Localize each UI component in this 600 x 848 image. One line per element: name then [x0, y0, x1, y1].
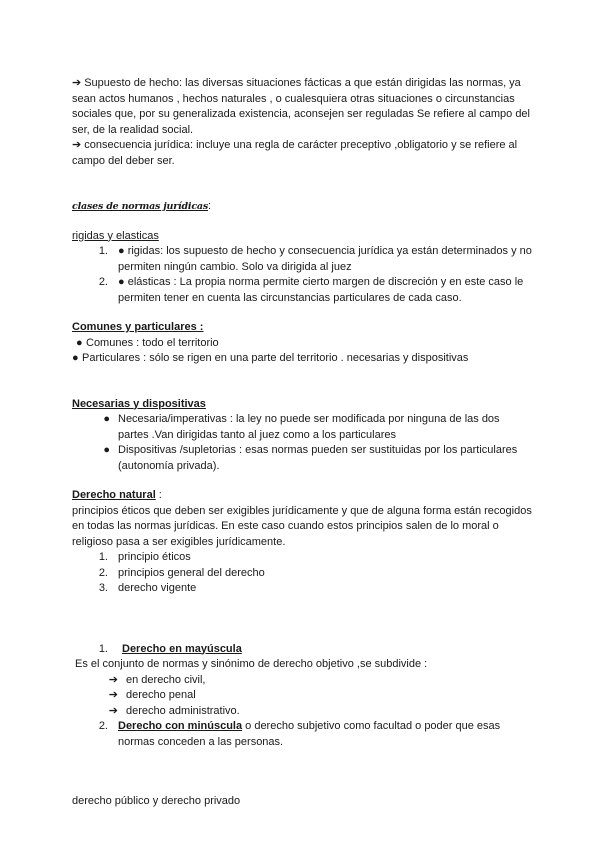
list-item [72, 566, 532, 582]
item-text: Dispositivas /supletorias : esas normas pueden ser sustituidas por los particulares (autonomía privada). [118, 444, 518, 472]
list-item [72, 351, 532, 367]
list-item [72, 688, 532, 704]
list-item [72, 443, 532, 474]
item-number: 1. [98, 642, 108, 655]
natural-heading [72, 488, 532, 504]
footer-text: derecho público y derecho privado [72, 795, 241, 807]
item-text: principios general del derecho [118, 566, 265, 579]
list-item [72, 704, 532, 720]
mayuscula-title: Derecho en mayúscula [122, 642, 242, 655]
item-text: Particulares : sólo se rigen en una parte del territorio . necesarias y dispositivas [82, 352, 469, 364]
arrow-icon: ➔ [72, 139, 82, 151]
list-item [72, 244, 532, 275]
minuscula-text [118, 719, 532, 750]
natural-list [72, 550, 532, 597]
natural-title: Derecho natural [72, 489, 156, 501]
list-item [72, 673, 532, 689]
item-number: 2. [98, 566, 108, 579]
clases-heading [72, 199, 532, 215]
arrow-icon: ➔ [72, 77, 82, 89]
minuscula-title: Derecho con minúscula [118, 720, 243, 732]
list-item [72, 412, 532, 443]
clases-title: clases de normas jurídicas [72, 201, 209, 212]
minuscula-item [72, 719, 532, 750]
list-item [72, 275, 532, 306]
item-text: derecho administrativo. [126, 704, 240, 717]
mayuscula-list [72, 673, 532, 720]
arrow-icon: ➔ [108, 704, 118, 717]
item-text: Comunes : todo el territorio [86, 336, 219, 349]
natural-body: principios éticos que deben ser exigibles jurídicamente y que de alguna forma están recogidos en todas las normas jurídicas. En este caso cuando estos principios salen de lo moral o religioso pasa a ser exigibles jurídicamente. [72, 504, 532, 548]
item-text: Necesaria/imperativas : la ley no puede ser modificada por ninguna de las dos partes .Van dirigidas tanto al juez como a los particulares [118, 413, 500, 441]
item-text: ● rigidas: los supuesto de hecho y consecuencia jurídica ya están determinados y no permiten ningún cambio. Solo va dirigida al juez [118, 245, 532, 273]
item-number: 3. [98, 582, 108, 594]
item-text: principio éticos [118, 551, 191, 563]
mayuscula-body: Es el conjunto de normas y sinónimo de derecho objetivo ,se subdivide : [75, 658, 428, 670]
item-text: derecho penal [126, 689, 196, 701]
comunes-list [72, 336, 532, 367]
clases-suffix: : [208, 200, 212, 212]
document-page [72, 76, 532, 810]
list-item [72, 336, 532, 352]
item-text: ● elásticas : La propia norma permite cierto margen de discreción y en este caso le permiten tener en cuenta las circunstancias particulares de cada caso. [118, 276, 524, 304]
bullet-icon: ● [72, 352, 79, 364]
necesarias-heading: Necesarias y dispositivas [72, 397, 206, 410]
necesarias-list [72, 412, 532, 474]
supuesto-paragraph [72, 76, 532, 138]
mayuscula-heading [72, 642, 532, 658]
bullet-icon: ● [103, 444, 110, 456]
item-text: derecho vigente [118, 582, 197, 594]
item-text: en derecho civil, [126, 673, 206, 686]
arrow-icon: ➔ [108, 673, 118, 686]
bullet-icon: ● [103, 413, 110, 425]
arrow-icon: ➔ [108, 689, 118, 701]
supuesto-text: Supuesto de hecho: las diversas situaciones fácticas a que están dirigidas las normas, ya sean actos humanos , hechos naturales , o cualesquiera otras situaciones o circunstancias sociales que, por su generalizada existencia, aconsejen ser reguladas Se refiere al campo del ser, de la realidad social. [72, 77, 530, 136]
rigidas-list [72, 244, 532, 306]
minuscula-rest: o derecho subjetivo como facultad o poder que esas normas conceden a las personas. [118, 720, 501, 748]
item-number: 2. [98, 720, 108, 732]
item-number: 1. [98, 245, 108, 257]
item-number: 2. [98, 276, 108, 288]
item-number: 1. [98, 551, 108, 563]
natural-suffix: : [155, 489, 162, 501]
comunes-heading: Comunes y particulares : [72, 321, 204, 333]
list-item [72, 550, 532, 566]
list-item [72, 581, 532, 597]
rigidas-heading: rigidas y elasticas [72, 229, 159, 242]
consecuencia-text: consecuencia jurídica: incluye una regla de carácter preceptivo ,obligatorio y se refiere al campo del deber ser. [72, 139, 518, 167]
bullet-icon: ● [76, 336, 83, 349]
consecuencia-paragraph [72, 138, 532, 169]
